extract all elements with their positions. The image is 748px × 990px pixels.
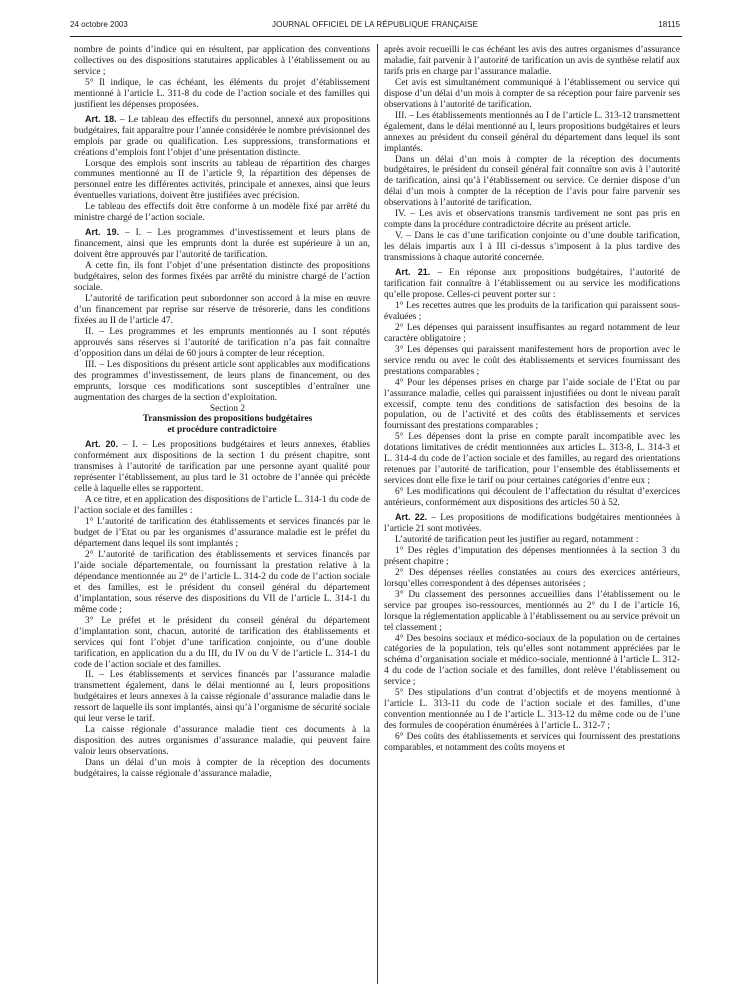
paragraph	[384, 512, 680, 535]
paragraph	[384, 378, 680, 433]
paragraph-text: 1° L’autorité de tarification des établissements et services financés par le budget de l’Etat ou par les organismes d’assurance maladie est le préfet du département dans lequel ils sont implantés ;	[74, 517, 370, 550]
paragraph	[74, 159, 370, 203]
paragraph-text: A ce titre, et en application des dispositions de l’article L. 314-1 du code de l’action sociale et des familles :	[74, 495, 370, 517]
article-label: Art. 21.	[395, 267, 431, 278]
paragraph	[384, 301, 680, 323]
column-divider	[377, 44, 378, 984]
paragraph	[384, 209, 680, 231]
paragraph-text: 3° Le préfet et le président du conseil général du département d’implantation sont, chacun, autorité de tarification des établissements et services qui font l’objet d’une tarification conjointe, ou d’une double tarification, en application du a du III, du IV ou du V de l’article L. 314-1 du code de l’action sociale et des familles.	[74, 615, 370, 670]
paragraph	[384, 546, 680, 568]
paragraph-text: 4° Pour les dépenses prises en charge par l’aide sociale de l’Etat ou par l’assurance maladie, celles qui paraissent injustifiées ou dont le niveau paraît excessif, compte tenu des conditions de satisfaction des besoins de la population, ou de l’activité et des coûts des établissements et services fournissant des prestations comparables ;	[384, 377, 680, 432]
paragraph-text: La caisse régionale d’assurance maladie tient ces documents à la disposition des autres organismes d’assurance maladie, qui peuvent faire valoir leurs observations.	[74, 725, 370, 758]
paragraph	[74, 495, 370, 517]
paragraph-text: – I. – Les propositions budgétaires et leurs annexes, établies conformément aux dispositions de la section 1 du présent chapitre, sont transmises à l’autorité de tarification par une personne ayant qualité pour représenter l’établissement, au plus tard le 31 octobre de l’année qui précède celle à laquelle elles se rapportent.	[74, 440, 370, 495]
header-title: JOURNAL OFFICIEL DE LA RÉPUBLIQUE FRANÇAISE	[272, 20, 478, 29]
paragraph-text: Dans un délai d’un mois à compter de la réception des documents budgétaires, le président du conseil général fait connaître son avis à l’autorité de tarification, ainsi qu’à l’établissement ou service. Ce dernier dispose d’un délai d’un mois à compter de la réception de l’avis pour faire parvenir ses observations à l’autorité de tarification.	[384, 154, 680, 209]
left-column	[74, 45, 370, 985]
paragraph	[74, 294, 370, 327]
paragraph-text: Dans un délai d’un mois à compter de la réception des documents budgétaires, la caisse régionale d’assurance maladie,	[74, 758, 370, 780]
paragraph-text: 3° Du classement des personnes accueillies dans l’établissement ou le service par groupes iso-ressources, mentionnés au 2° du I de l’article 16, lorsque la réglementation applicable à l’établissement ou au service prévoit un tel classement ;	[384, 589, 680, 633]
paragraph-text: – Les propositions de modifications budgétaires mentionnées à l’article 21 sont motivées.	[384, 513, 680, 534]
paragraph	[74, 517, 370, 550]
paragraph	[384, 432, 680, 487]
paragraph-text: Lorsque des emplois sont inscrits au tableau de répartition des charges communes mentionné au II de l’article 9, la répartition des dépenses de personnel entre les différentes activités, principale et annexes, ainsi que leurs éventuelles variations, doivent être justifiées avec précision.	[74, 158, 370, 202]
article-label: Art. 18.	[85, 113, 117, 124]
paragraph-text: II. – Les établissements et services financés par l’assurance maladie transmettent également, dans le délai mentionné au I, leurs propositions budgétaires et leurs annexes à la caisse régionale d’assurance maladie dans le ressort de laquelle ils sont implantés, ainsi qu’à l’organisme de sécurité sociale qui leur verse le tarif.	[74, 670, 370, 725]
paragraph	[74, 202, 370, 224]
paragraph	[74, 78, 370, 111]
paragraph	[384, 634, 680, 689]
paragraph	[384, 535, 680, 546]
paragraph-text: 3° Les dépenses qui paraissent manifestement hors de proportion avec le service rendu ou avec le coût des établissements et services fournissant des prestations comparables ;	[384, 344, 680, 377]
paragraph	[74, 360, 370, 404]
paragraph	[384, 590, 680, 634]
header-rule	[70, 36, 682, 37]
paragraph	[74, 670, 370, 725]
paragraph	[384, 78, 680, 111]
header-date: 24 octobre 2003	[70, 20, 128, 29]
paragraph-text: II. – Les programmes et les emprunts mentionnés au I sont réputés approuvés sans réserves si l’autorité de tarification n’a pas fait connaître d’opposition dans un délai de 60 jours à compter de leur réception.	[74, 326, 370, 359]
paragraph	[384, 345, 680, 378]
paragraph-text: 1° Les recettes autres que les produits de la tarification qui paraissent sous-évaluées ;	[384, 300, 680, 322]
paragraph-text: 6° Les modifications qui découlent de l’affectation du résultat d’exercices antérieurs, conformément aux dispositions des articles 50 à 52.	[384, 487, 680, 509]
page-header	[70, 18, 680, 34]
paragraph-text: 5° Il indique, le cas échéant, les éléments du projet d’établissement mentionné à l’article L. 311-8 du code de l’action sociale et des familles qui justifient les dépenses proposées.	[74, 77, 370, 110]
paragraph-text: 5° Les dépenses dont la prise en compte paraît incompatible avec les dotations limitatives de crédit mentionnées aux articles L. 313-8, L. 314-3 et L. 314-4 du code de l’action sociale et des familles, au regard des orientations retenues par l’autorité de tarification, pour l’ensemble des établissements et services dont elle fixe le tarif ou pour certaines catégories d’entre eux ;	[384, 432, 680, 487]
paragraph-text: 2° Des dépenses réelles constatées au cours des exercices antérieurs, lorsqu’elles correspondent à des dépenses autorisées ;	[384, 567, 680, 589]
section-heading: Section 2	[209, 403, 246, 414]
paragraph-text: 1° Des règles d’imputation des dépenses mentionnées à la section 3 du présent chapitre ;	[384, 545, 680, 567]
section-title: Transmission des propositions budgétaires et procédure contradictoire	[142, 414, 313, 436]
paragraph	[74, 616, 370, 671]
paragraph	[74, 758, 370, 780]
paragraph-text: nombre de points d’indice qui en résultent, par application des conventions collectives ou des dispositions statutaires applicables à l’établissement ou au service ;	[74, 45, 370, 77]
paragraph	[384, 267, 680, 301]
paragraph	[74, 45, 370, 78]
paragraph-text: 2° Les dépenses qui paraissent insuffisantes au regard notamment de leur caractère obligatoire ;	[384, 322, 680, 344]
paragraph	[74, 261, 370, 294]
paragraph-text: – En réponse aux propositions budgétaires, l’autorité de tarification fait connaître à l’établissement ou au service les modifications qu’elle propose. Celles-ci peuvent porter sur :	[384, 268, 680, 300]
paragraph-text: III. – Les dispositions du présent article sont applicables aux modifications des programmes d’investissement, de leurs plans de financement, ou des emprunts, lorsque ces modifications sont susceptibles d’entraîner une augmentation des charges de la section d’exploitation.	[74, 359, 370, 403]
paragraph	[74, 327, 370, 360]
article-label: Art. 19.	[85, 227, 120, 238]
paragraph	[384, 323, 680, 345]
paragraph	[74, 550, 370, 616]
article-label: Art. 22.	[395, 512, 428, 523]
paragraph	[74, 725, 370, 758]
right-column	[384, 45, 680, 985]
paragraph	[384, 111, 680, 155]
paragraph-text: III. – Les établissements mentionnés au I de l’article L. 313-12 transmettent également, dans le délai mentionné au I, leurs propositions budgétaires et leurs annexes au président du conseil général du département dans lequel ils sont implantés.	[384, 110, 680, 154]
paragraph-text: 5° Des stipulations d’un contrat d’objectifs et de moyens mentionné à l’article L. 313-11 du code de l’action sociale et des familles, d’une convention mentionnée au I de l’article L. 313-12 du même code ou de l’une des formules de coopération énumérées à l’article L. 312-7 ;	[384, 688, 680, 732]
paragraph	[384, 732, 680, 754]
paragraph	[384, 231, 680, 264]
paragraph-text: – Le tableau des effectifs du personnel, annexé aux propositions budgétaires, fait apparaître pour l’année considérée le nombre prévisionnel des emplois par grade ou qualification. Les suppressions, transformations et créations d’emplois font l’objet d’une présentation distincte.	[74, 114, 370, 158]
paragraph-text: Le tableau des effectifs doit être conforme à un modèle fixé par arrêté du ministre chargé de l’action sociale.	[74, 202, 370, 224]
paragraph-text: IV. – Les avis et observations transmis tardivement ne sont pas pris en compte dans la procédure contradictoire décrite au présent article.	[384, 209, 680, 231]
paragraph-text: après avoir recueilli le cas échéant les avis des autres organismes d’assurance maladie, fait parvenir à l’autorité de tarification un avis de synthèse relatif aux tarifs pris en charge par l’assurance maladie.	[384, 45, 680, 77]
paragraph	[384, 688, 680, 732]
paragraph-text: L’autorité de tarification peut les justifier au regard, notamment :	[395, 534, 639, 545]
paragraph	[74, 114, 370, 159]
paragraph-text: 4° Des besoins sociaux et médico-sociaux de la population ou de certaines catégories de la population, tels qu’elles sont notamment appréciées par le schéma d’organisation sociale et médico-sociale, mentionné à l’article L. 312-4 du code de l’action sociale et des familles, dont relève l’établissement ou service ;	[384, 633, 680, 688]
paragraph-text: – I. – Les programmes d’investissement et leurs plans de financement, ainsi que les emprunts dont la durée est supérieure à un an, doivent être approuvés par l’autorité de tarification.	[74, 228, 370, 261]
paragraph	[384, 155, 680, 210]
paragraph-text: 2° L’autorité de tarification des établissements et services financés par l’aide sociale départementale, ou fournissant la prestation relative à la dépendance mentionnée au 2° de l’article L. 314-2 du code de l’action sociale et des familles, est le président du conseil général du département d’implantation, sous réserve des dispositions du VII de l’article L. 314-1 du même code ;	[74, 549, 370, 615]
paragraph	[384, 487, 680, 509]
header-page-number: 18115	[658, 20, 680, 29]
paragraph-text: 6° Des coûts des établissements et services qui fournissent des prestations comparables, et notamment des coûts moyens et	[384, 732, 680, 754]
paragraph	[74, 227, 370, 261]
paragraph-text: Cet avis est simultanément communiqué à l’établissement ou service qui dispose d’un délai d’un mois à compter de sa réception pour faire parvenir ses observations à l’autorité de tarification.	[384, 77, 680, 110]
article-label: Art. 20.	[85, 439, 118, 450]
paragraph	[384, 568, 680, 590]
paragraph	[74, 439, 370, 495]
paragraph-text: A cette fin, ils font l’objet d’une présentation distincte des propositions budgétaires, selon des formes fixées par arrêté du ministre chargé de l’action sociale.	[74, 261, 370, 294]
paragraph-text: L’autorité de tarification peut subordonner son accord à la mise en œuvre d’un financement par reprise sur réserve de trésorerie, dans les conditions fixées au II de l’article 47.	[74, 293, 370, 326]
paragraph	[384, 45, 680, 78]
paragraph-text: V. – Dans le cas d’une tarification conjointe ou d’une double tarification, les délais impartis aux I à III ci-dessus s’imposent à la plus tardive des transmissions à chaque autorité concernée.	[384, 231, 680, 264]
